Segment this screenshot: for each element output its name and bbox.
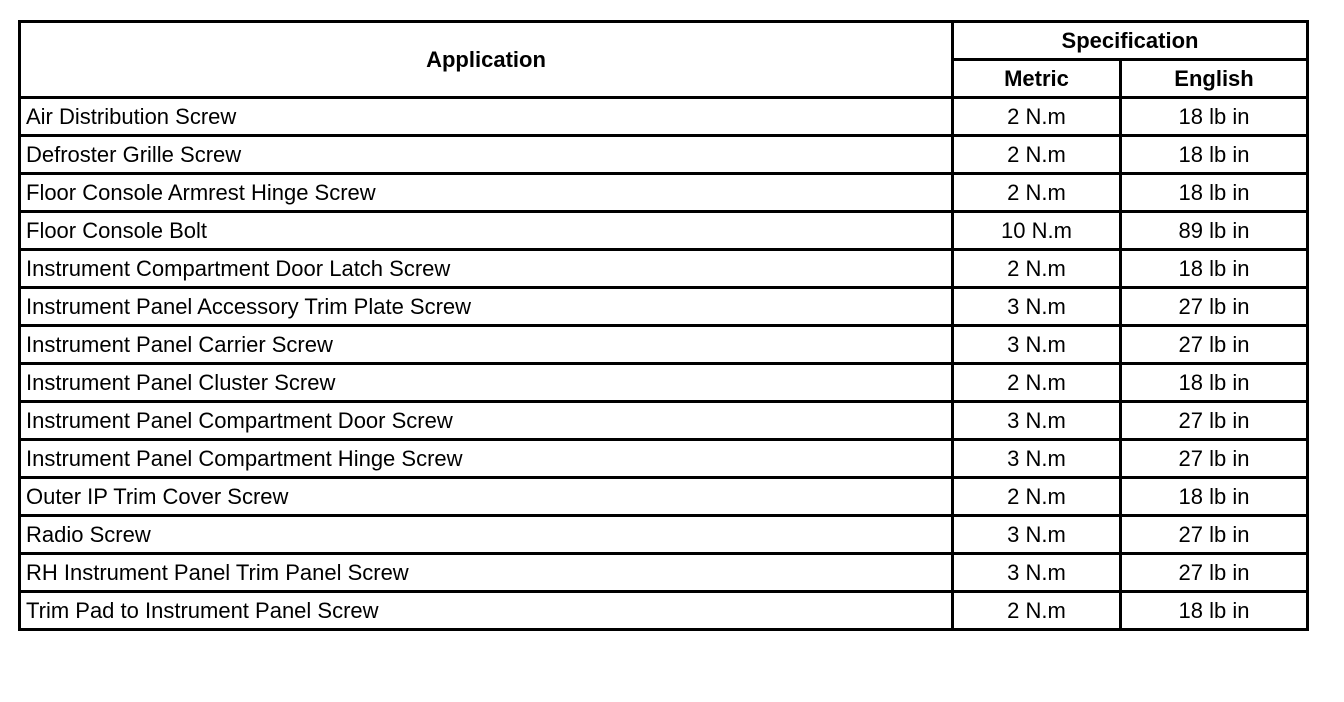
application-cell: Instrument Panel Cluster Screw xyxy=(20,364,953,402)
english-cell: 18 lb in xyxy=(1121,136,1308,174)
table-row xyxy=(20,326,1308,364)
english-cell: 27 lb in xyxy=(1121,554,1308,592)
table-row xyxy=(20,364,1308,402)
table-row xyxy=(20,212,1308,250)
table-row xyxy=(20,288,1308,326)
metric-cell: 2 N.m xyxy=(953,250,1121,288)
application-cell: Instrument Panel Carrier Screw xyxy=(20,326,953,364)
table-row xyxy=(20,516,1308,554)
metric-cell: 2 N.m xyxy=(953,136,1121,174)
table-row xyxy=(20,250,1308,288)
application-cell: Trim Pad to Instrument Panel Screw xyxy=(20,592,953,630)
application-cell: Air Distribution Screw xyxy=(20,98,953,136)
table-row xyxy=(20,402,1308,440)
application-cell: Instrument Panel Compartment Door Screw xyxy=(20,402,953,440)
table-row xyxy=(20,136,1308,174)
table-row xyxy=(20,592,1308,630)
english-column-header: English xyxy=(1121,60,1308,98)
application-cell: Radio Screw xyxy=(20,516,953,554)
table-row xyxy=(20,478,1308,516)
table-body xyxy=(20,98,1308,630)
table-header xyxy=(20,22,1308,98)
header-row-top xyxy=(20,22,1308,60)
table-row xyxy=(20,554,1308,592)
english-cell: 18 lb in xyxy=(1121,592,1308,630)
metric-cell: 2 N.m xyxy=(953,364,1121,402)
english-cell: 27 lb in xyxy=(1121,326,1308,364)
application-cell: RH Instrument Panel Trim Panel Screw xyxy=(20,554,953,592)
application-column-header: Application xyxy=(20,22,953,98)
table-row xyxy=(20,440,1308,478)
table-row xyxy=(20,98,1308,136)
application-cell: Floor Console Bolt xyxy=(20,212,953,250)
application-cell: Defroster Grille Screw xyxy=(20,136,953,174)
metric-cell: 2 N.m xyxy=(953,478,1121,516)
english-cell: 18 lb in xyxy=(1121,478,1308,516)
metric-cell: 2 N.m xyxy=(953,174,1121,212)
english-cell: 18 lb in xyxy=(1121,174,1308,212)
table-row xyxy=(20,174,1308,212)
english-cell: 27 lb in xyxy=(1121,288,1308,326)
english-cell: 27 lb in xyxy=(1121,516,1308,554)
metric-column-header: Metric xyxy=(953,60,1121,98)
metric-cell: 10 N.m xyxy=(953,212,1121,250)
metric-cell: 3 N.m xyxy=(953,516,1121,554)
english-cell: 18 lb in xyxy=(1121,250,1308,288)
metric-cell: 2 N.m xyxy=(953,592,1121,630)
fastener-specification-table xyxy=(18,20,1309,631)
application-cell: Outer IP Trim Cover Screw xyxy=(20,478,953,516)
application-cell: Floor Console Armrest Hinge Screw xyxy=(20,174,953,212)
metric-cell: 2 N.m xyxy=(953,98,1121,136)
metric-cell: 3 N.m xyxy=(953,554,1121,592)
english-cell: 18 lb in xyxy=(1121,98,1308,136)
metric-cell: 3 N.m xyxy=(953,440,1121,478)
english-cell: 27 lb in xyxy=(1121,402,1308,440)
metric-cell: 3 N.m xyxy=(953,402,1121,440)
english-cell: 89 lb in xyxy=(1121,212,1308,250)
application-cell: Instrument Compartment Door Latch Screw xyxy=(20,250,953,288)
specification-column-header: Specification xyxy=(953,22,1308,60)
english-cell: 18 lb in xyxy=(1121,364,1308,402)
application-cell: Instrument Panel Accessory Trim Plate Screw xyxy=(20,288,953,326)
metric-cell: 3 N.m xyxy=(953,326,1121,364)
english-cell: 27 lb in xyxy=(1121,440,1308,478)
application-cell: Instrument Panel Compartment Hinge Screw xyxy=(20,440,953,478)
metric-cell: 3 N.m xyxy=(953,288,1121,326)
